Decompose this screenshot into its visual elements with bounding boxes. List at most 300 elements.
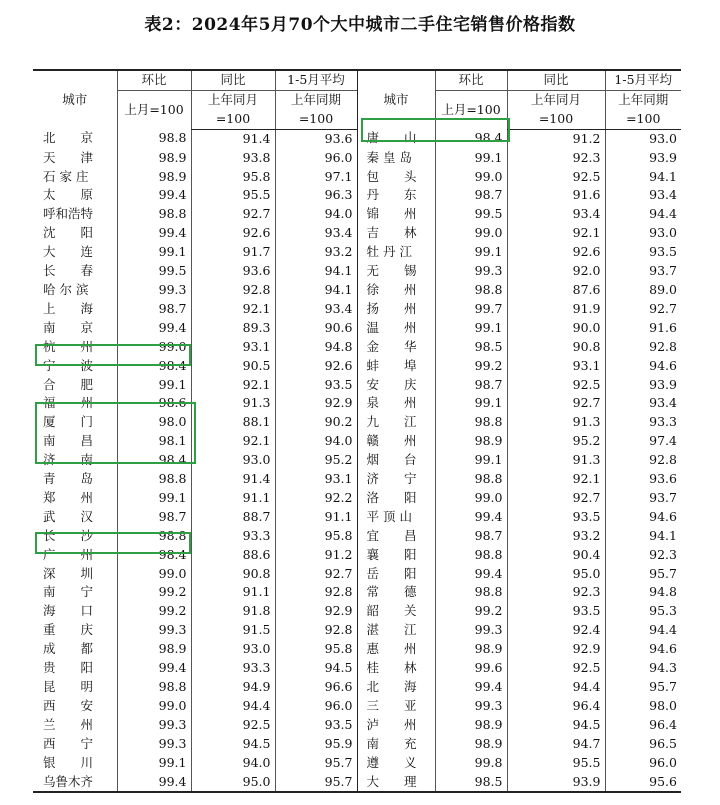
city-name-cell: 岳 阳 (357, 565, 435, 584)
city-name-cell: 厦 门 (43, 414, 94, 430)
city-name-cell: 大 理 (357, 773, 435, 793)
index-value-cell: 98.7 (435, 186, 507, 205)
index-value-cell: 95.5 (507, 754, 605, 773)
index-value-cell: 92.1 (191, 300, 275, 319)
index-value-cell: 99.1 (435, 451, 507, 470)
index-value-cell: 91.4 (191, 470, 275, 489)
header-avg-a: 1-5月平均 (275, 70, 357, 90)
index-value-cell: 98.5 (435, 773, 507, 793)
index-value-cell: 95.5 (191, 186, 275, 205)
index-value-cell: 92.3 (507, 583, 605, 602)
city-name-cell: 泸 州 (357, 716, 435, 735)
index-value-cell: 94.6 (605, 357, 681, 376)
index-value-cell: 99.1 (117, 754, 191, 773)
index-value-cell: 91.3 (507, 413, 605, 432)
index-value-cell: 91.1 (191, 489, 275, 508)
index-value-cell: 93.1 (275, 470, 357, 489)
index-value-cell: 92.7 (275, 565, 357, 584)
index-value-cell: 88.6 (191, 546, 275, 565)
city-name-cell: 银 川 (43, 754, 94, 770)
index-value-cell: 98.8 (435, 470, 507, 489)
table-row (33, 338, 681, 357)
header-avg-b: 1-5月平均 (605, 70, 681, 90)
index-value-cell: 98.8 (117, 470, 191, 489)
index-value-cell: 99.4 (117, 319, 191, 338)
index-value-cell: 93.8 (191, 149, 275, 168)
index-value-cell: 94.5 (507, 716, 605, 735)
table-header (33, 70, 681, 129)
city-name-cell: 沈 阳 (43, 225, 94, 241)
header-avg-base-b-2: =100 (605, 110, 681, 129)
city-name-cell: 广 州 (43, 546, 94, 562)
index-value-cell: 93.5 (275, 376, 357, 395)
index-value-cell: 98.9 (435, 432, 507, 451)
index-value-cell: 94.3 (605, 659, 681, 678)
city-name-cell: 襄 阳 (357, 546, 435, 565)
table-row (33, 754, 681, 773)
header-yoy-base-b-1: 上年同月 (507, 90, 605, 109)
table-row (33, 508, 681, 527)
header-mom-a: 环比 (117, 70, 191, 90)
index-value-cell: 91.3 (191, 394, 275, 413)
index-value-cell: 98.9 (435, 640, 507, 659)
city-name-cell: 福 州 (43, 395, 94, 411)
index-value-cell: 91.2 (275, 546, 357, 565)
index-value-cell: 91.4 (191, 129, 275, 148)
table-row (33, 357, 681, 376)
index-value-cell: 91.3 (507, 451, 605, 470)
city-name-cell: 哈 尔 滨 (43, 281, 89, 297)
index-value-cell: 93.7 (605, 489, 681, 508)
city-name-cell: 韶 关 (357, 602, 435, 621)
header-city-a: 城市 (33, 70, 117, 129)
index-value-cell: 99.1 (435, 394, 507, 413)
index-value-cell: 99.3 (117, 621, 191, 640)
city-name-cell: 济 南 (43, 452, 94, 468)
index-value-cell: 92.7 (507, 489, 605, 508)
index-value-cell: 96.0 (605, 754, 681, 773)
table-row (33, 565, 681, 584)
index-value-cell: 92.5 (507, 376, 605, 395)
index-value-cell: 91.8 (191, 602, 275, 621)
index-value-cell: 99.4 (117, 224, 191, 243)
city-name-cell: 合 肥 (43, 376, 94, 392)
city-name-cell: 石 家 庄 (43, 168, 89, 184)
index-value-cell: 95.8 (191, 168, 275, 187)
index-value-cell: 98.4 (117, 546, 191, 565)
index-value-cell: 99.4 (117, 186, 191, 205)
index-value-cell: 94.1 (605, 527, 681, 546)
index-value-cell: 92.1 (507, 470, 605, 489)
index-value-cell: 91.6 (507, 186, 605, 205)
city-name-cell: 唐 山 (357, 129, 435, 148)
index-value-cell: 98.1 (117, 432, 191, 451)
city-name-cell: 扬 州 (357, 300, 435, 319)
city-name-cell: 秦 皇 岛 (357, 149, 435, 168)
index-value-cell: 88.7 (191, 508, 275, 527)
index-value-cell: 93.9 (605, 376, 681, 395)
city-name-cell: 洛 阳 (357, 489, 435, 508)
index-value-cell: 93.0 (191, 640, 275, 659)
index-value-cell: 94.0 (191, 754, 275, 773)
index-value-cell: 99.1 (435, 319, 507, 338)
index-value-cell: 93.3 (191, 659, 275, 678)
city-name-cell: 南 宁 (43, 584, 94, 600)
index-value-cell: 90.5 (191, 357, 275, 376)
index-value-cell: 94.9 (191, 678, 275, 697)
index-value-cell: 93.0 (605, 224, 681, 243)
index-value-cell: 94.8 (605, 583, 681, 602)
index-value-cell: 99.1 (435, 243, 507, 262)
city-name-cell: 平 顶 山 (357, 508, 435, 527)
city-name-cell: 武 汉 (43, 508, 94, 524)
city-name-cell: 常 德 (357, 583, 435, 602)
index-value-cell: 92.6 (191, 224, 275, 243)
city-name-cell: 太 原 (43, 187, 94, 203)
table-row (33, 432, 681, 451)
index-value-cell: 94.6 (605, 640, 681, 659)
index-value-cell: 94.4 (605, 205, 681, 224)
header-avg-base-a-1: 上年同期 (275, 90, 357, 109)
header-avg-base-a-2: =100 (275, 110, 357, 129)
index-value-cell: 93.3 (191, 527, 275, 546)
index-value-cell: 88.1 (191, 413, 275, 432)
index-value-cell: 93.6 (191, 262, 275, 281)
index-value-cell: 95.8 (275, 527, 357, 546)
index-value-cell: 91.5 (191, 621, 275, 640)
index-value-cell: 99.7 (435, 300, 507, 319)
index-value-cell: 93.4 (605, 186, 681, 205)
index-value-cell: 95.7 (275, 773, 357, 793)
index-value-cell: 93.4 (275, 224, 357, 243)
index-value-cell: 98.8 (435, 583, 507, 602)
table-row (33, 489, 681, 508)
city-name-cell: 贵 阳 (43, 660, 94, 676)
index-value-cell: 87.6 (507, 281, 605, 300)
index-value-cell: 98.8 (117, 678, 191, 697)
table-row (33, 281, 681, 300)
index-value-cell: 92.7 (507, 394, 605, 413)
index-value-cell: 91.6 (605, 319, 681, 338)
city-name-cell: 南 京 (43, 319, 94, 335)
city-name-cell: 海 口 (43, 603, 94, 619)
index-value-cell: 93.7 (605, 262, 681, 281)
index-value-cell: 99.3 (117, 735, 191, 754)
index-value-cell: 99.0 (117, 697, 191, 716)
table-row (33, 451, 681, 470)
index-value-cell: 96.4 (507, 697, 605, 716)
index-value-cell: 98.8 (117, 205, 191, 224)
header-avg-base-b-1: 上年同期 (605, 90, 681, 109)
city-name-cell: 湛 江 (357, 621, 435, 640)
city-name-cell: 西 宁 (43, 735, 94, 751)
index-value-cell: 92.1 (191, 376, 275, 395)
index-value-cell: 99.2 (435, 602, 507, 621)
index-value-cell: 93.6 (275, 129, 357, 148)
index-value-cell: 99.0 (117, 565, 191, 584)
index-value-cell: 92.8 (605, 338, 681, 357)
index-value-cell: 92.1 (191, 432, 275, 451)
city-name-cell: 青 岛 (43, 471, 94, 487)
index-value-cell: 98.8 (435, 413, 507, 432)
index-value-cell: 93.3 (605, 413, 681, 432)
index-value-cell: 92.6 (507, 243, 605, 262)
city-name-cell: 遵 义 (357, 754, 435, 773)
index-value-cell: 95.0 (507, 565, 605, 584)
city-name-cell: 惠 州 (357, 640, 435, 659)
index-value-cell: 99.5 (435, 205, 507, 224)
table-row (33, 735, 681, 754)
city-name-cell: 北 海 (357, 678, 435, 697)
city-name-cell: 成 都 (43, 641, 94, 657)
index-value-cell: 99.4 (117, 659, 191, 678)
index-value-cell: 93.2 (275, 243, 357, 262)
index-value-cell: 98.4 (435, 129, 507, 148)
index-value-cell: 98.9 (435, 735, 507, 754)
index-value-cell: 93.4 (507, 205, 605, 224)
index-value-cell: 92.5 (191, 716, 275, 735)
index-value-cell: 99.1 (117, 243, 191, 262)
index-value-cell: 99.3 (435, 697, 507, 716)
index-value-cell: 99.2 (117, 583, 191, 602)
table-row (33, 678, 681, 697)
city-name-cell: 南 充 (357, 735, 435, 754)
index-value-cell: 94.1 (275, 281, 357, 300)
index-value-cell: 91.2 (507, 129, 605, 148)
city-name-cell: 无 锡 (357, 262, 435, 281)
index-value-cell: 99.1 (117, 489, 191, 508)
index-value-cell: 90.8 (191, 565, 275, 584)
table-body (33, 129, 681, 792)
index-value-cell: 99.0 (117, 338, 191, 357)
index-value-cell: 95.6 (605, 773, 681, 793)
table-row (33, 168, 681, 187)
index-value-cell: 98.4 (117, 451, 191, 470)
index-value-cell: 99.5 (117, 262, 191, 281)
index-value-cell: 92.9 (275, 394, 357, 413)
index-value-cell: 94.4 (605, 621, 681, 640)
index-value-cell: 98.0 (605, 697, 681, 716)
index-value-cell: 95.7 (605, 565, 681, 584)
index-value-cell: 93.2 (507, 527, 605, 546)
index-value-cell: 97.1 (275, 168, 357, 187)
index-value-cell: 99.3 (435, 621, 507, 640)
index-value-cell: 92.8 (275, 621, 357, 640)
index-value-cell: 94.5 (275, 659, 357, 678)
table-row (33, 621, 681, 640)
index-value-cell: 90.6 (275, 319, 357, 338)
index-value-cell: 92.0 (507, 262, 605, 281)
index-value-cell: 93.1 (191, 338, 275, 357)
index-value-cell: 90.8 (507, 338, 605, 357)
header-mom-base-b: 上月=100 (435, 90, 507, 129)
city-name-cell: 包 头 (357, 168, 435, 187)
index-value-cell: 92.7 (191, 205, 275, 224)
index-value-cell: 98.9 (435, 716, 507, 735)
table-row (33, 319, 681, 338)
index-value-cell: 90.4 (507, 546, 605, 565)
index-value-cell: 94.7 (507, 735, 605, 754)
index-value-cell: 99.1 (117, 376, 191, 395)
table-row (33, 262, 681, 281)
index-value-cell: 99.4 (117, 773, 191, 793)
table-row (33, 224, 681, 243)
city-name-cell: 三 亚 (357, 697, 435, 716)
index-value-cell: 98.7 (117, 300, 191, 319)
city-name-cell: 上 海 (43, 300, 94, 316)
index-value-cell: 93.4 (605, 394, 681, 413)
index-value-cell: 95.3 (605, 602, 681, 621)
table-row (33, 186, 681, 205)
index-value-cell: 94.4 (507, 678, 605, 697)
city-name-cell: 天 津 (43, 149, 94, 165)
index-value-cell: 92.6 (275, 357, 357, 376)
city-name-cell: 丹 东 (357, 186, 435, 205)
index-value-cell: 93.1 (507, 357, 605, 376)
header-yoy-base-b-2: =100 (507, 110, 605, 129)
index-value-cell: 92.7 (605, 300, 681, 319)
index-value-cell: 98.7 (435, 527, 507, 546)
city-name-cell: 长 春 (43, 263, 94, 279)
index-value-cell: 93.6 (605, 470, 681, 489)
header-mom-b: 环比 (435, 70, 507, 90)
city-name-cell: 宜 昌 (357, 527, 435, 546)
index-value-cell: 89.0 (605, 281, 681, 300)
index-value-cell: 99.4 (435, 508, 507, 527)
page-title: 表2：2024年5月70个大中城市二手住宅销售价格指数 (144, 15, 576, 35)
index-value-cell: 96.4 (605, 716, 681, 735)
price-index-table (33, 69, 681, 793)
city-name-cell: 大 连 (43, 244, 94, 260)
index-value-cell: 96.0 (275, 697, 357, 716)
index-value-cell: 92.3 (507, 149, 605, 168)
city-name-cell: 乌鲁木齐 (33, 773, 117, 793)
table-row (33, 602, 681, 621)
index-value-cell: 99.2 (117, 602, 191, 621)
table-row (33, 470, 681, 489)
index-value-cell: 97.4 (605, 432, 681, 451)
header-yoy-base-a-1: 上年同月 (191, 90, 275, 109)
city-name-cell: 深 圳 (43, 565, 94, 581)
index-value-cell: 98.5 (435, 338, 507, 357)
index-value-cell: 99.3 (435, 262, 507, 281)
index-value-cell: 93.5 (507, 508, 605, 527)
table-row (33, 716, 681, 735)
index-value-cell: 94.0 (275, 432, 357, 451)
index-value-cell: 94.1 (275, 262, 357, 281)
table-row (33, 773, 681, 793)
index-value-cell: 94.1 (605, 168, 681, 187)
index-value-cell: 98.9 (117, 640, 191, 659)
index-value-cell: 91.7 (191, 243, 275, 262)
index-value-cell: 92.3 (605, 546, 681, 565)
index-value-cell: 92.9 (507, 640, 605, 659)
city-name-cell: 吉 林 (357, 224, 435, 243)
table-row (33, 640, 681, 659)
index-value-cell: 99.3 (117, 716, 191, 735)
city-name-cell: 兰 州 (43, 716, 94, 732)
index-value-cell: 93.0 (191, 451, 275, 470)
header-yoy-base-a-2: =100 (191, 110, 275, 129)
city-name-cell: 安 庆 (357, 376, 435, 395)
index-value-cell: 98.8 (117, 527, 191, 546)
index-value-cell: 94.5 (191, 735, 275, 754)
index-value-cell: 98.8 (435, 281, 507, 300)
table-row (33, 394, 681, 413)
index-value-cell: 98.0 (117, 413, 191, 432)
table-row (33, 300, 681, 319)
table-row (33, 527, 681, 546)
header-yoy-a: 同比 (191, 70, 275, 90)
index-value-cell: 91.9 (507, 300, 605, 319)
index-value-cell: 95.2 (507, 432, 605, 451)
index-value-cell: 98.7 (435, 376, 507, 395)
city-name-cell: 烟 台 (357, 451, 435, 470)
city-name-cell: 昆 明 (43, 679, 94, 694)
city-name-cell: 牡 丹 江 (357, 243, 435, 262)
index-value-cell: 99.2 (435, 357, 507, 376)
index-value-cell: 92.9 (275, 602, 357, 621)
index-value-cell: 90.2 (275, 413, 357, 432)
city-name-cell: 锦 州 (357, 205, 435, 224)
table-row (33, 583, 681, 602)
city-name-cell: 泉 州 (357, 394, 435, 413)
city-name-cell: 桂 林 (357, 659, 435, 678)
index-value-cell: 95.8 (275, 640, 357, 659)
header-mom-base-a: 上月=100 (117, 90, 191, 129)
city-name-cell: 呼和浩特 (43, 206, 94, 222)
index-value-cell: 94.6 (605, 508, 681, 527)
index-value-cell: 96.0 (275, 149, 357, 168)
city-name-cell: 九 江 (357, 413, 435, 432)
city-name-cell: 南 昌 (43, 433, 94, 449)
index-value-cell: 96.5 (605, 735, 681, 754)
index-value-cell: 93.4 (275, 300, 357, 319)
table-row (33, 546, 681, 565)
index-value-cell: 92.1 (507, 224, 605, 243)
city-name-cell: 重 庆 (43, 622, 94, 638)
index-value-cell: 91.1 (275, 508, 357, 527)
index-value-cell: 95.7 (605, 678, 681, 697)
index-value-cell: 89.3 (191, 319, 275, 338)
index-value-cell: 93.5 (605, 243, 681, 262)
city-name-cell: 长 沙 (43, 527, 94, 543)
index-value-cell: 92.8 (191, 281, 275, 300)
index-value-cell: 99.1 (435, 149, 507, 168)
index-value-cell: 93.0 (605, 129, 681, 148)
index-value-cell: 99.6 (435, 659, 507, 678)
table-row (33, 413, 681, 432)
index-value-cell: 95.9 (275, 735, 357, 754)
index-value-cell: 92.2 (275, 489, 357, 508)
table-row (33, 376, 681, 395)
index-value-cell: 94.8 (275, 338, 357, 357)
index-value-cell: 98.9 (117, 149, 191, 168)
index-value-cell: 99.0 (435, 224, 507, 243)
index-value-cell: 98.7 (117, 508, 191, 527)
city-name-cell: 郑 州 (43, 489, 94, 505)
index-value-cell: 92.8 (275, 583, 357, 602)
index-value-cell: 92.5 (507, 168, 605, 187)
index-value-cell: 93.5 (507, 602, 605, 621)
header-city-b: 城市 (357, 70, 435, 129)
city-name-cell: 杭 州 (43, 338, 94, 354)
index-value-cell: 99.8 (435, 754, 507, 773)
index-value-cell: 93.9 (605, 149, 681, 168)
table-row (33, 659, 681, 678)
index-value-cell: 98.6 (117, 394, 191, 413)
table-row (33, 697, 681, 716)
